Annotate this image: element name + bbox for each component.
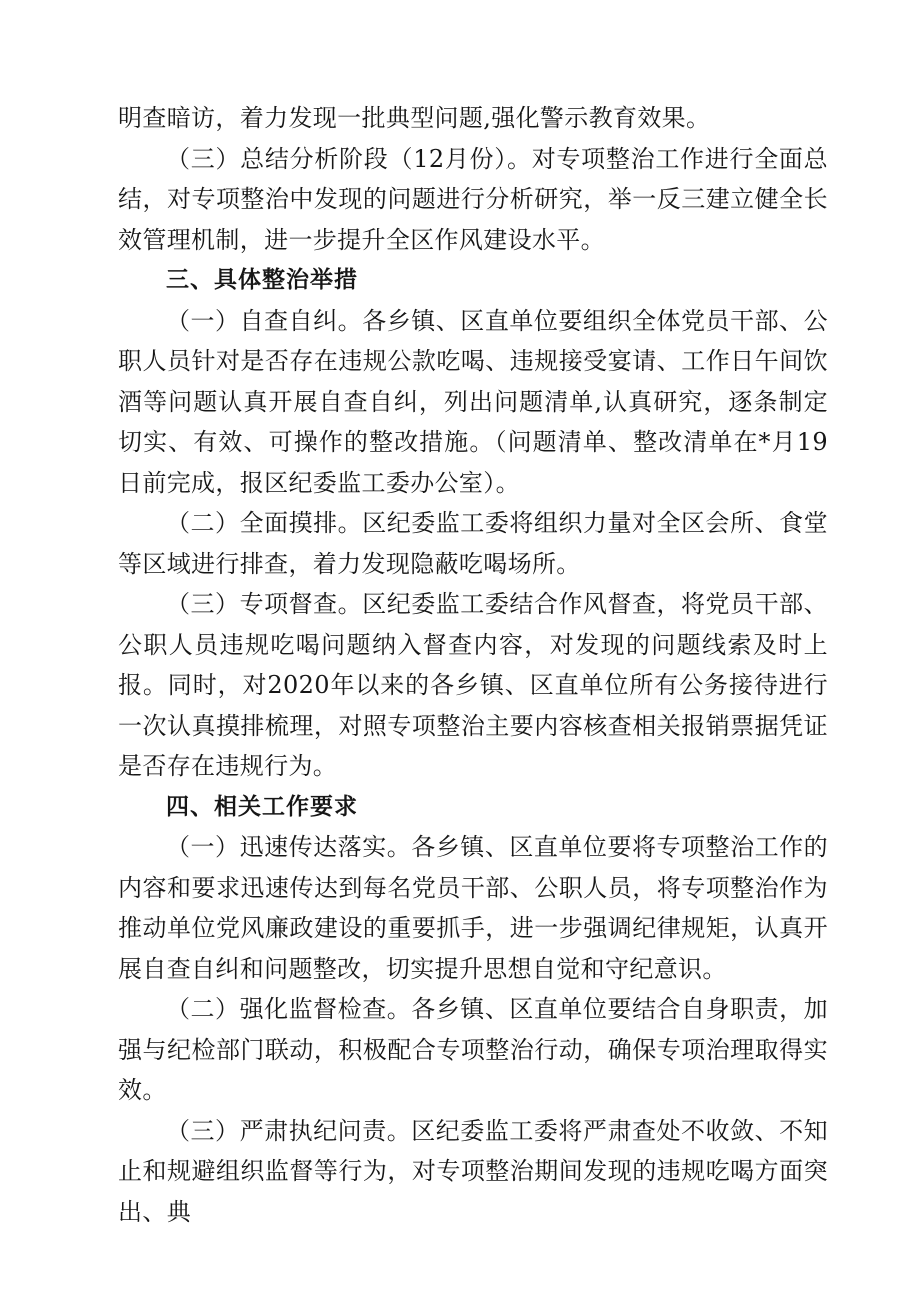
paragraph-self-inspection: （一）自查自纠。各乡镇、区直单位要组织全体党员干部、公职人员针对是否存在违规公款吃喝、违规接受宴请、工作日午间饮酒等问题认真开展自查自纠，列出问题清单,认真研究，逐条制定切实、有效、可操作的整改措施。（问题清单、整改清单在*月19日前完成，报区纪委监工委办公室）。 [118,306,828,497]
paragraph-summary-stage: （三）总结分析阶段（12月份）。对专项整治工作进行全面总结，对专项整治中发现的问题进行分析研究，举一反三建立健全长效管理机制，进一步提升全区作风建设水平。 [118,144,828,254]
paragraph-continuation: 明查暗访，着力发现一批典型问题,强化警示教育效果。 [118,104,711,132]
document-body [118,98,828,1232]
paragraph-comprehensive-survey: （二）全面摸排。区纪委监工委将组织力量对全区会所、食堂等区域进行排查，着力发现隐蔽吃喝场所。 [118,509,828,578]
section-heading-requirements: 四、相关工作要求 [166,793,358,820]
paragraph-accountability: （三）严肃执纪问责。区纪委监工委将严肃查处不收敛、不知止和规避组织监督等行为，对专项整治期间发现的违规吃喝方面突出、典 [118,1116,828,1226]
section-heading-measures: 三、具体整治举措 [166,267,358,293]
paragraph-implementation: （一）迅速传达落实。各乡镇、区直单位要将专项整治工作的内容和要求迅速传达到每名党员干部、公职人员，将专项整治作为推动单位党风廉政建设的重要抓手，进一步强调纪律规矩，认真开展自查自纠和问题整改，切实提升思想自觉和守纪意识。 [118,833,828,983]
paragraph-supervision-check: （二）强化监督检查。各乡镇、区直单位要结合自身职责，加强与纪检部门联动，积极配合专项整治行动，确保专项治理取得实效。 [118,995,828,1104]
paragraph-special-supervision: （三）专项督查。区纪委监工委结合作风督查，将党员干部、公职人员违规吃喝问题纳入督查内容，对发现的问题线索及时上报。同时，对2020年以来的各乡镇、区直单位所有公务接待进行一次认真摸排梳理，对照专项整治主要内容核查相关报销票据凭证是否存在违规行为。 [118,590,828,780]
